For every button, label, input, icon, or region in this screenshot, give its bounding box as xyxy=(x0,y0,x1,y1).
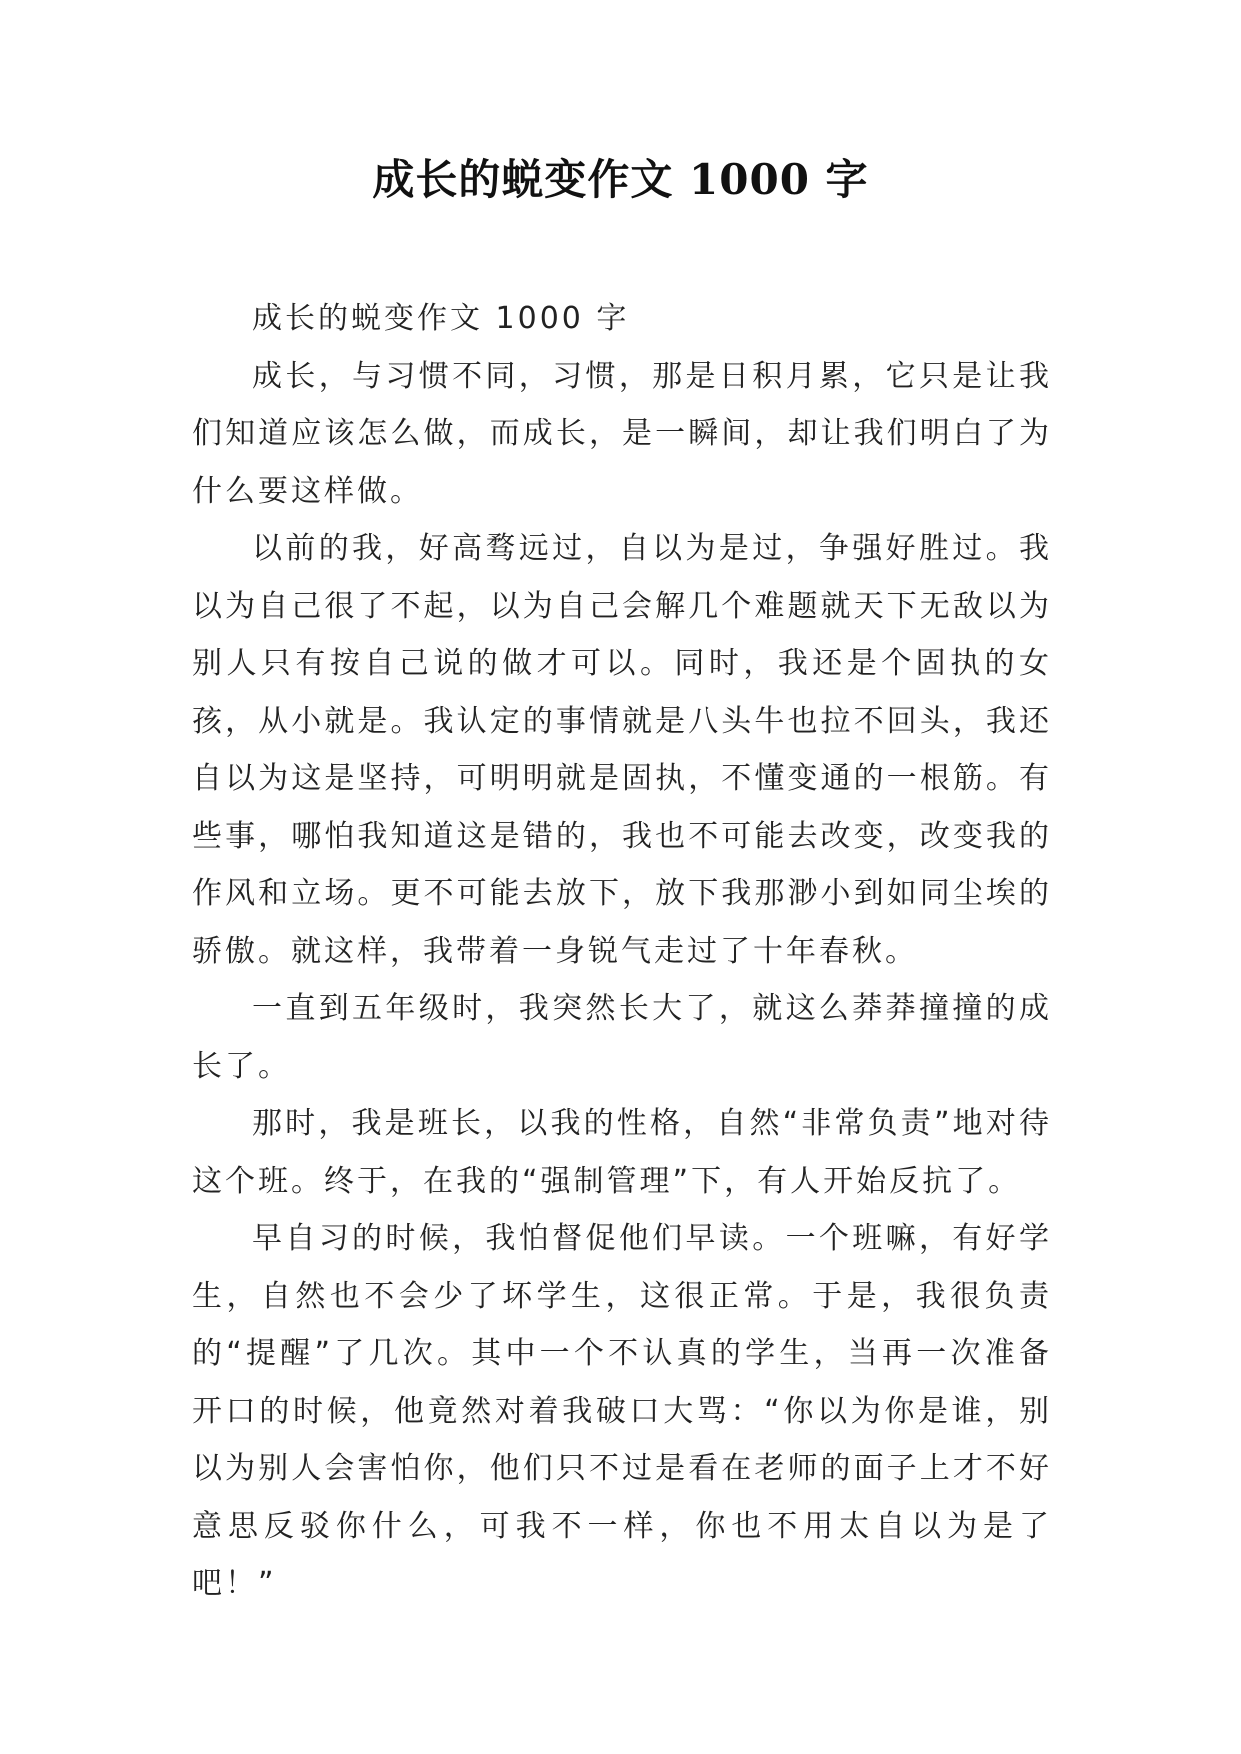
paragraph: 早自习的时候，我怕督促他们早读。一个班嘛，有好学生，自然也不会少了坏学生，这很正常。于是，我很负责的“提醒”了几次。其中一个不认真的学生，当再一次准备开口的时候，他竟然对着我破口大骂：“你以为你是谁，别以为别人会害怕你，他们只不过是看在老师的面子上才不好意思反驳你什么，可我不一样，你也不用太自以为是了吧！” xyxy=(192,1221,1052,1601)
paragraph: 以前的我，好高骛远过，自以为是过，争强好胜过。我以为自己很了不起，以为自己会解几个难题就天下无敌以为别人只有按自己说的做才可以。同时，我还是个固执的女孩，从小就是。我认定的事情就是八头牛也拉不回头，我还自以为这是坚持，可明明就是固执，不懂变通的一根筋。有些事，哪怕我知道这是错的，我也不可能去改变，改变我的作风和立场。更不可能去放下，放下我那渺小到如同尘埃的骄傲。就这样，我带着一身锐气走过了十年春秋。 xyxy=(192,531,1052,969)
paragraph: 成长，与习惯不同，习惯，那是日积月累，它只是让我们知道应该怎么做，而成长，是一瞬间，却让我们明白了为什么要这样做。 xyxy=(192,358,1052,509)
paragraph: 那时，我是班长，以我的性格，自然“非常负责”地对待这个班。终于，在我的“强制管理”下，有人开始反抗了。 xyxy=(192,1106,1052,1199)
paragraph: 一直到五年级时，我突然长大了，就这么莽莽撞撞的成长了。 xyxy=(192,991,1052,1084)
document-title: 成长的蜕变作文 1000 字 xyxy=(372,155,869,204)
document-body xyxy=(192,290,1052,1613)
paragraph-subtitle: 成长的蜕变作文 1000 字 xyxy=(252,301,630,336)
